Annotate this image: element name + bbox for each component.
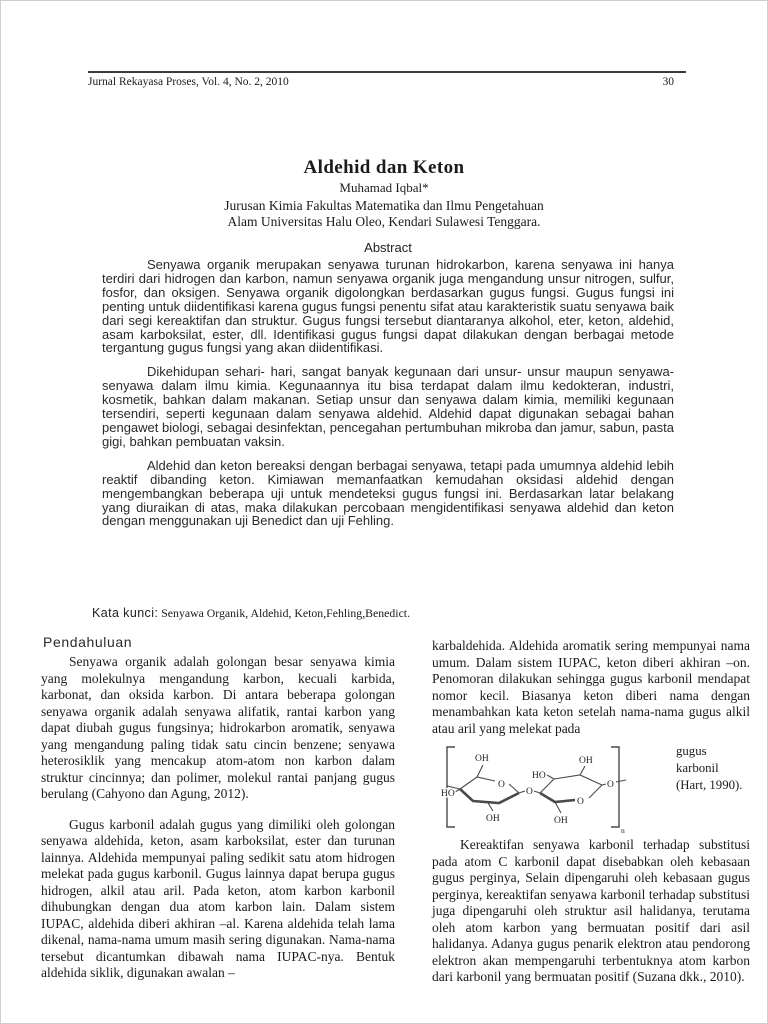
abstract-paragraph-1: Senyawa organik merupakan senyawa turunan hidrokarbon, karena senyawa ini hanya terdiri dari hidrogen dan karbon, namun senyawa organik juga mengandung unsur nitrogen, sulfur, fosfor, dan oksigen. Senyawa organik digolongkan berdasarkan gugus fungsi. Gugus fungsi ini penting untuk diidentifikasi karena gugus fungsi penentu sifat atau karakteristik suatu senyawa baik dari segi kereaktifan dan struktur. Gugus fungsi tersebut diantaranya alkohol, eter, keton, aldehid, asam karboksilat, ester, dll. Identifikasi gugus fungsi dapat dilakukan dengan berbagai metode tergantung gugus fungsi yang akan diidentifikasi. [102, 257, 674, 356]
author-name: Muhamad Iqbal* [339, 180, 429, 195]
abstract-heading: Abstract [364, 240, 412, 255]
abstract-paragraph-3: Aldehid dan keton bereaksi dengan berbagai senyawa, tetapi pada umumnya aldehid lebih reaktif dibanding keton. Kimiawan memanfaatkan kemudahan oksidasi aldehid dengan mengembangkan beberapa uji untuk mendeteksi gugus fungsi ini. Berdasarkan latar belakang yang diuraikan di atas, maka dilakukan percobaan mengidentifikasi senyawa aldehid dan keton dengan menggunakan uji Benedict dan uji Fehling. [102, 457, 674, 529]
right-column [432, 638, 750, 986]
atom-label-oh-bottomleft: OH [486, 814, 500, 824]
abstract-section [102, 240, 674, 537]
intro-paragraph-1: Senyawa organik adalah golongan besar senyawa kimia yang molekulnya mengandung karbon, kecuali karbida, karbonat, dan oksida karbon. Di antara beberapa golongan senyawa organik adalah senyawa alifatik, rantai karbon yang dapat diubah gugus fungsinya; hidrokarbon aromatik, senyawa yang mengandung paling tidak satu cincin benzene; senyawa heterosiklik yang mencakup atom-atom non karbon dalam struktur cincinnya; dan polimer, molekul rantai panjang gugus berulang (Cahyono dan Agung, 2012). [41, 654, 395, 801]
atom-label-ho-left: HO [441, 789, 455, 799]
abstract-paragraph-2: Dikehidupan sehari- hari, sangat banyak kegunaan dari unsur- unsur maupun senyawa- senyawa dalam ilmu kimia. Kegunaannya itu bisa terdapat dalam ilmu kedokteran, industri, kosmetik, bahkan dalam makanan. Setiap unsur dan senyawa dalam kimia, memiliki kegunaan tersendiri, seperti kegunaan dalam senyawa aldehid. Aldehid dapat digunakan sebagai bahan pengawet biologi, sebagai desinfektan, pencegahan pertumbuhan mikroba dan jamur, sabun, pasta gigi, bahkan pembuatan vaksin. [102, 364, 674, 449]
atom-label-oh-topright: OH [579, 756, 593, 766]
affiliation-line-2: Alam Universitas Halu Oleo, Kendari Sulawesi Tenggara. [227, 213, 541, 229]
atom-label-ring-o-right: O [577, 797, 584, 807]
keywords-label: Kata kunci: [92, 606, 159, 620]
page-number: 30 [662, 76, 674, 88]
intro-paragraph-3: karbaldehida. Aldehida aromatik sering mempunyai nama umum. Dalam sistem IUPAC, keton diberi akhiran –on. Penomoran dilakukan sehingga gugus karbonil mendapat nomor kecil. Biasanya keton diberi nama dengan menambahkan kata keton setelah nama-nama gugus alkil atau aril yang melekat pada [432, 638, 750, 736]
intro-paragraph-2: Gugus karbonil adalah gugus yang dimiliki oleh golongan senyawa aldehida, keton, asam karboksilat, ester dan turunan lainnya. Aldehida mempunyai paling sedikit satu atom hidrogen melekat pada gugus karbonil. Gugus lainnya dapat berupa gugus hidrogen, alkil atau aril. Pada keton, atom karbon karbonil dihubungkan dengan dua atom karbon lain. Dalam sistem IUPAC, aldehida diberi akhiran –al. Karena aldehida telah lama dikenal, nama-nama umum masih sering digunakan. Nama-nama tersebut dicantumkan dibawah nama IUPAC-nya. Bentuk aldehida siklik, digunakan awalan – [41, 816, 395, 980]
affiliation-line-1: Jurusan Kimia Fakultas Matematika dan Ilmu Pengetahuan [224, 198, 544, 213]
atom-label-ring-o-left: O [498, 780, 505, 790]
atom-label-oh-bottomright: OH [554, 816, 568, 826]
left-column [41, 634, 395, 982]
repeat-subscript-n: n [621, 826, 625, 834]
cellulose-structure-icon [440, 742, 636, 834]
atom-label-o-end: O [607, 780, 614, 790]
atom-label-ho-mid: HO [532, 771, 546, 781]
atom-label-bridge-o: O [526, 787, 533, 797]
figure-side-text: gugus karbonil (Hart, 1990). [676, 744, 743, 792]
title-block [0, 157, 768, 229]
chemical-structure-figure [432, 742, 750, 834]
page-header [88, 71, 686, 88]
keywords-value: Senyawa Organik, Aldehid, Keton,Fehling,Benedict. [161, 606, 411, 620]
section-heading-pendahuluan: Pendahuluan [43, 634, 133, 650]
keywords-line [92, 606, 692, 621]
body-paragraph-kereaktifan: Kereaktifan senyawa karbonil terhadap substitusi pada atom C karbonil dapat disebabkan oleh kebasaan gugus perginya, Selain dipengaruhi oleh kebasaan gugus perginya, kereaktifan senyawa karbonil terhadap substitusi juga dipengaruhi oleh struktur asil halidanya, terutama oleh atom karbon yang bermuatan positif dari asil halidanya. Adanya gugus penarik elektron atau pendorong elektron akan mempengaruhi terbentuknya atom karbon dari karbonil yang bermuatan positif (Suzana dkk., 2010). [432, 837, 750, 984]
journal-citation: Jurnal Rekayasa Proses, Vol. 4, No. 2, 2010 [88, 76, 289, 88]
article-title: Aldehid dan Keton [303, 157, 465, 178]
atom-label-oh-topleft: OH [475, 754, 489, 764]
